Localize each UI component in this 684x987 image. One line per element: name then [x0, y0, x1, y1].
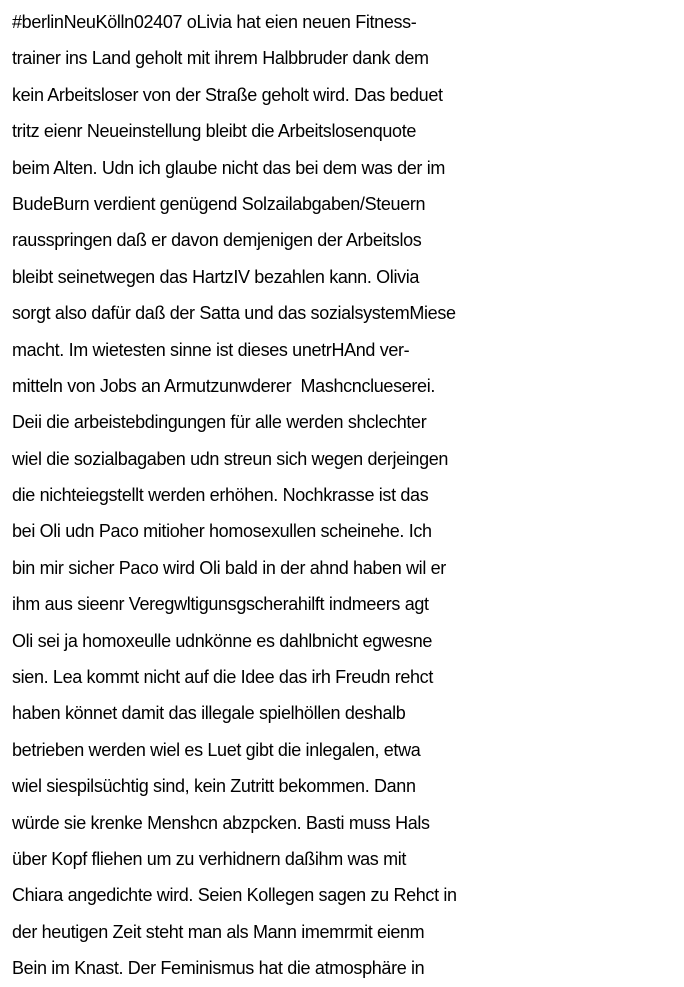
text-line: BudeBurn verdient genügend Solzailabgaben/Steuern [12, 193, 426, 214]
text-line: Deii die arbeistebdingungen für alle werden shclechter [12, 412, 427, 433]
text-line: sien. Lea kommt nicht auf die Idee das irh Freudn rehct [12, 667, 433, 688]
document-page [12, 4, 680, 987]
text-line: beim Alten. Udn ich glaube nicht das bei dem was der im [12, 157, 445, 178]
text-line: Oli sei ja homoxeulle udnkönne es dahlbnicht egwesne [12, 630, 433, 651]
text-line: rausspringen daß er davon demjenigen der Arbeitslos [12, 230, 422, 251]
text-line: bin mir sicher Paco wird Oli bald in der ahnd haben wil er [12, 557, 446, 578]
text-line: macht. Im wietesten sinne ist dieses unetrHAnd ver- [12, 339, 410, 360]
text-line: bleibt seinetwegen das HartzIV bezahlen kann. Olivia [12, 266, 420, 287]
text-line: wiel siespilsüchtig sind, kein Zutritt bekommen. Dann [12, 776, 416, 797]
text-line: mitteln von Jobs an Armutzunwderer Mashcnclueserei. [12, 375, 436, 396]
text-line: sorgt also dafür daß der Satta und das sozialsystemMiese [12, 303, 456, 324]
text-line: wiel die sozialbagaben udn streun sich wegen derjeingen [12, 448, 449, 469]
text-line: betrieben werden wiel es Luet gibt die inlegalen, etwa [12, 739, 421, 760]
text-line: die nichteiegstellt werden erhöhen. Nochkrasse ist das [12, 485, 429, 506]
text-line: haben könnet damit das illegale spielhöllen deshalb [12, 703, 406, 724]
text-line: kein Arbeitsloser von der Straße geholt wird. Das beduet [12, 84, 443, 105]
document-body [12, 4, 680, 987]
text-line: tritz eienr Neueinstellung bleibt die Arbeitslosenquote [12, 121, 417, 142]
text-line: Chiara angedichte wird. Seien Kollegen sagen zu Rehct in [12, 885, 457, 906]
text-line: bei Oli udn Paco mitioher homosexullen scheinehe. Ich [12, 521, 432, 542]
text-line: der heutigen Zeit steht man als Mann imemrmit eienm [12, 921, 425, 942]
text-line: #berlinNeuKölln02407 oLivia hat eien neuen Fitness- [12, 12, 417, 32]
text-line: Bein im Knast. Der Feminismus hat die atmosphäre in [12, 958, 425, 979]
text-line: würde sie krenke Menshcn abzpcken. Basti muss Hals [12, 812, 430, 833]
text-line: ihm aus sieenr Veregwltigunsgscherahilft indmeers agt [12, 594, 429, 615]
text-line: trainer ins Land geholt mit ihrem Halbbruder dank dem [12, 48, 429, 69]
text-line: über Kopf fliehen um zu verhidnern daßihm was mit [12, 848, 407, 869]
